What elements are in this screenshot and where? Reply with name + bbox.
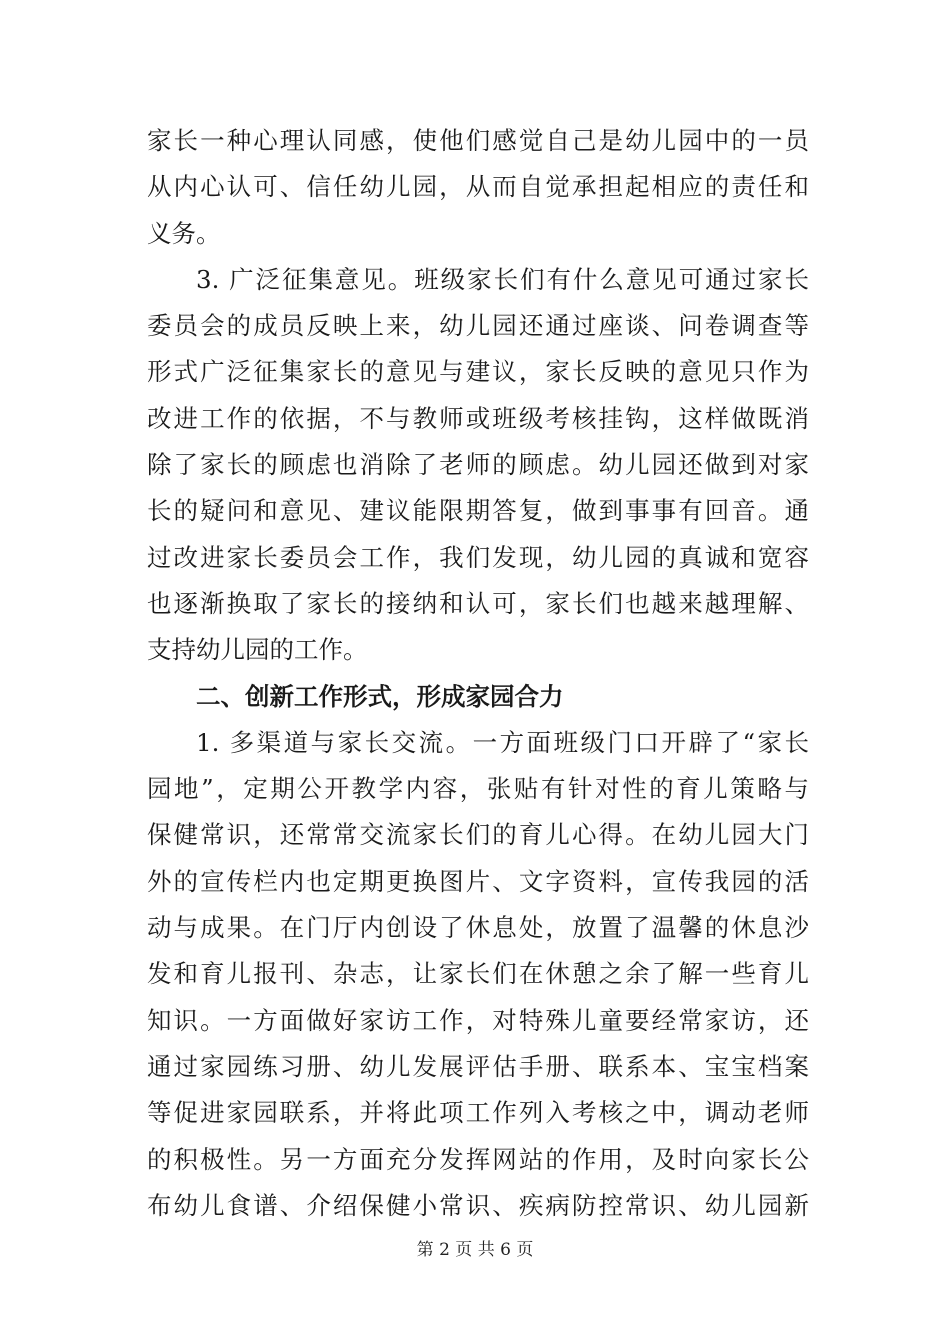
document-body	[147, 118, 809, 1229]
text-line: 等促进家园联系，并将此项工作列入考核之中，调动老师	[147, 1098, 809, 1128]
text-line: 家长一种心理认同感，使他们感觉自己是幼儿园中的一员	[147, 126, 809, 155]
text-line: 知识。一方面做好家访工作，对特殊儿童要经常家访，还	[147, 1005, 809, 1035]
text-line: 义务。	[147, 218, 221, 248]
text-line: 过改进家长委员会工作，我们发现，幼儿园的真诚和宽容	[147, 542, 809, 572]
text-line: 布幼儿食谱、介绍保健小常识、疾病防控常识、幼儿园新	[147, 1190, 809, 1220]
text-line: 形式广泛征集家长的意见与建议，家长反映的意见只作为	[147, 357, 809, 387]
text-line: 发和育儿报刊、杂志，让家长们在休憩之余了解一些育儿	[147, 959, 809, 989]
text-line: 通过家园练习册、幼儿发展评估手册、联系本、宝宝档案	[147, 1051, 809, 1081]
text-line: 园地”，定期公开教学内容，张贴有针对性的育儿策略与	[147, 774, 809, 804]
text-line: 支持幼儿园的工作。	[147, 635, 368, 665]
text-line: 改进工作的依据，不与教师或班级考核挂钩，这样做既消	[147, 403, 809, 433]
text-line: 委员会的成员反映上来，幼儿园还通过座谈、问卷调查等	[147, 311, 809, 341]
text-line: 动与成果。在门厅内创设了休息处，放置了温馨的休息沙	[147, 913, 809, 943]
text-line: 的积极性。另一方面充分发挥网站的作用，及时向家长公	[147, 1144, 809, 1174]
text-line: 保健常识，还常常交流家长们的育儿心得。在幼儿园大门	[147, 820, 809, 850]
text-line: 也逐渐换取了家长的接纳和认可，家长们也越来越理解、	[147, 588, 809, 618]
section-heading: 二、创新工作形式，形成家园合力	[196, 681, 564, 711]
text-line: 1. 多渠道与家长交流。一方面班级门口开辟了“家长	[196, 727, 809, 757]
text-line: 除了家长的顾虑也消除了老师的顾虑。幼儿园还做到对家	[147, 450, 809, 480]
text-line: 外的宣传栏内也定期更换图片、文字资料，宣传我园的活	[147, 866, 809, 896]
text-line: 3. 广泛征集意见。班级家长们有什么意见可通过家长	[196, 264, 809, 294]
text-line: 从内心认可、信任幼儿园，从而自觉承担起相应的责任和	[147, 172, 809, 202]
text-line: 长的疑问和意见、建议能限期答复，做到事事有回音。通	[147, 496, 809, 526]
page-footer: 第 2 页 共 6 页	[416, 1240, 534, 1260]
